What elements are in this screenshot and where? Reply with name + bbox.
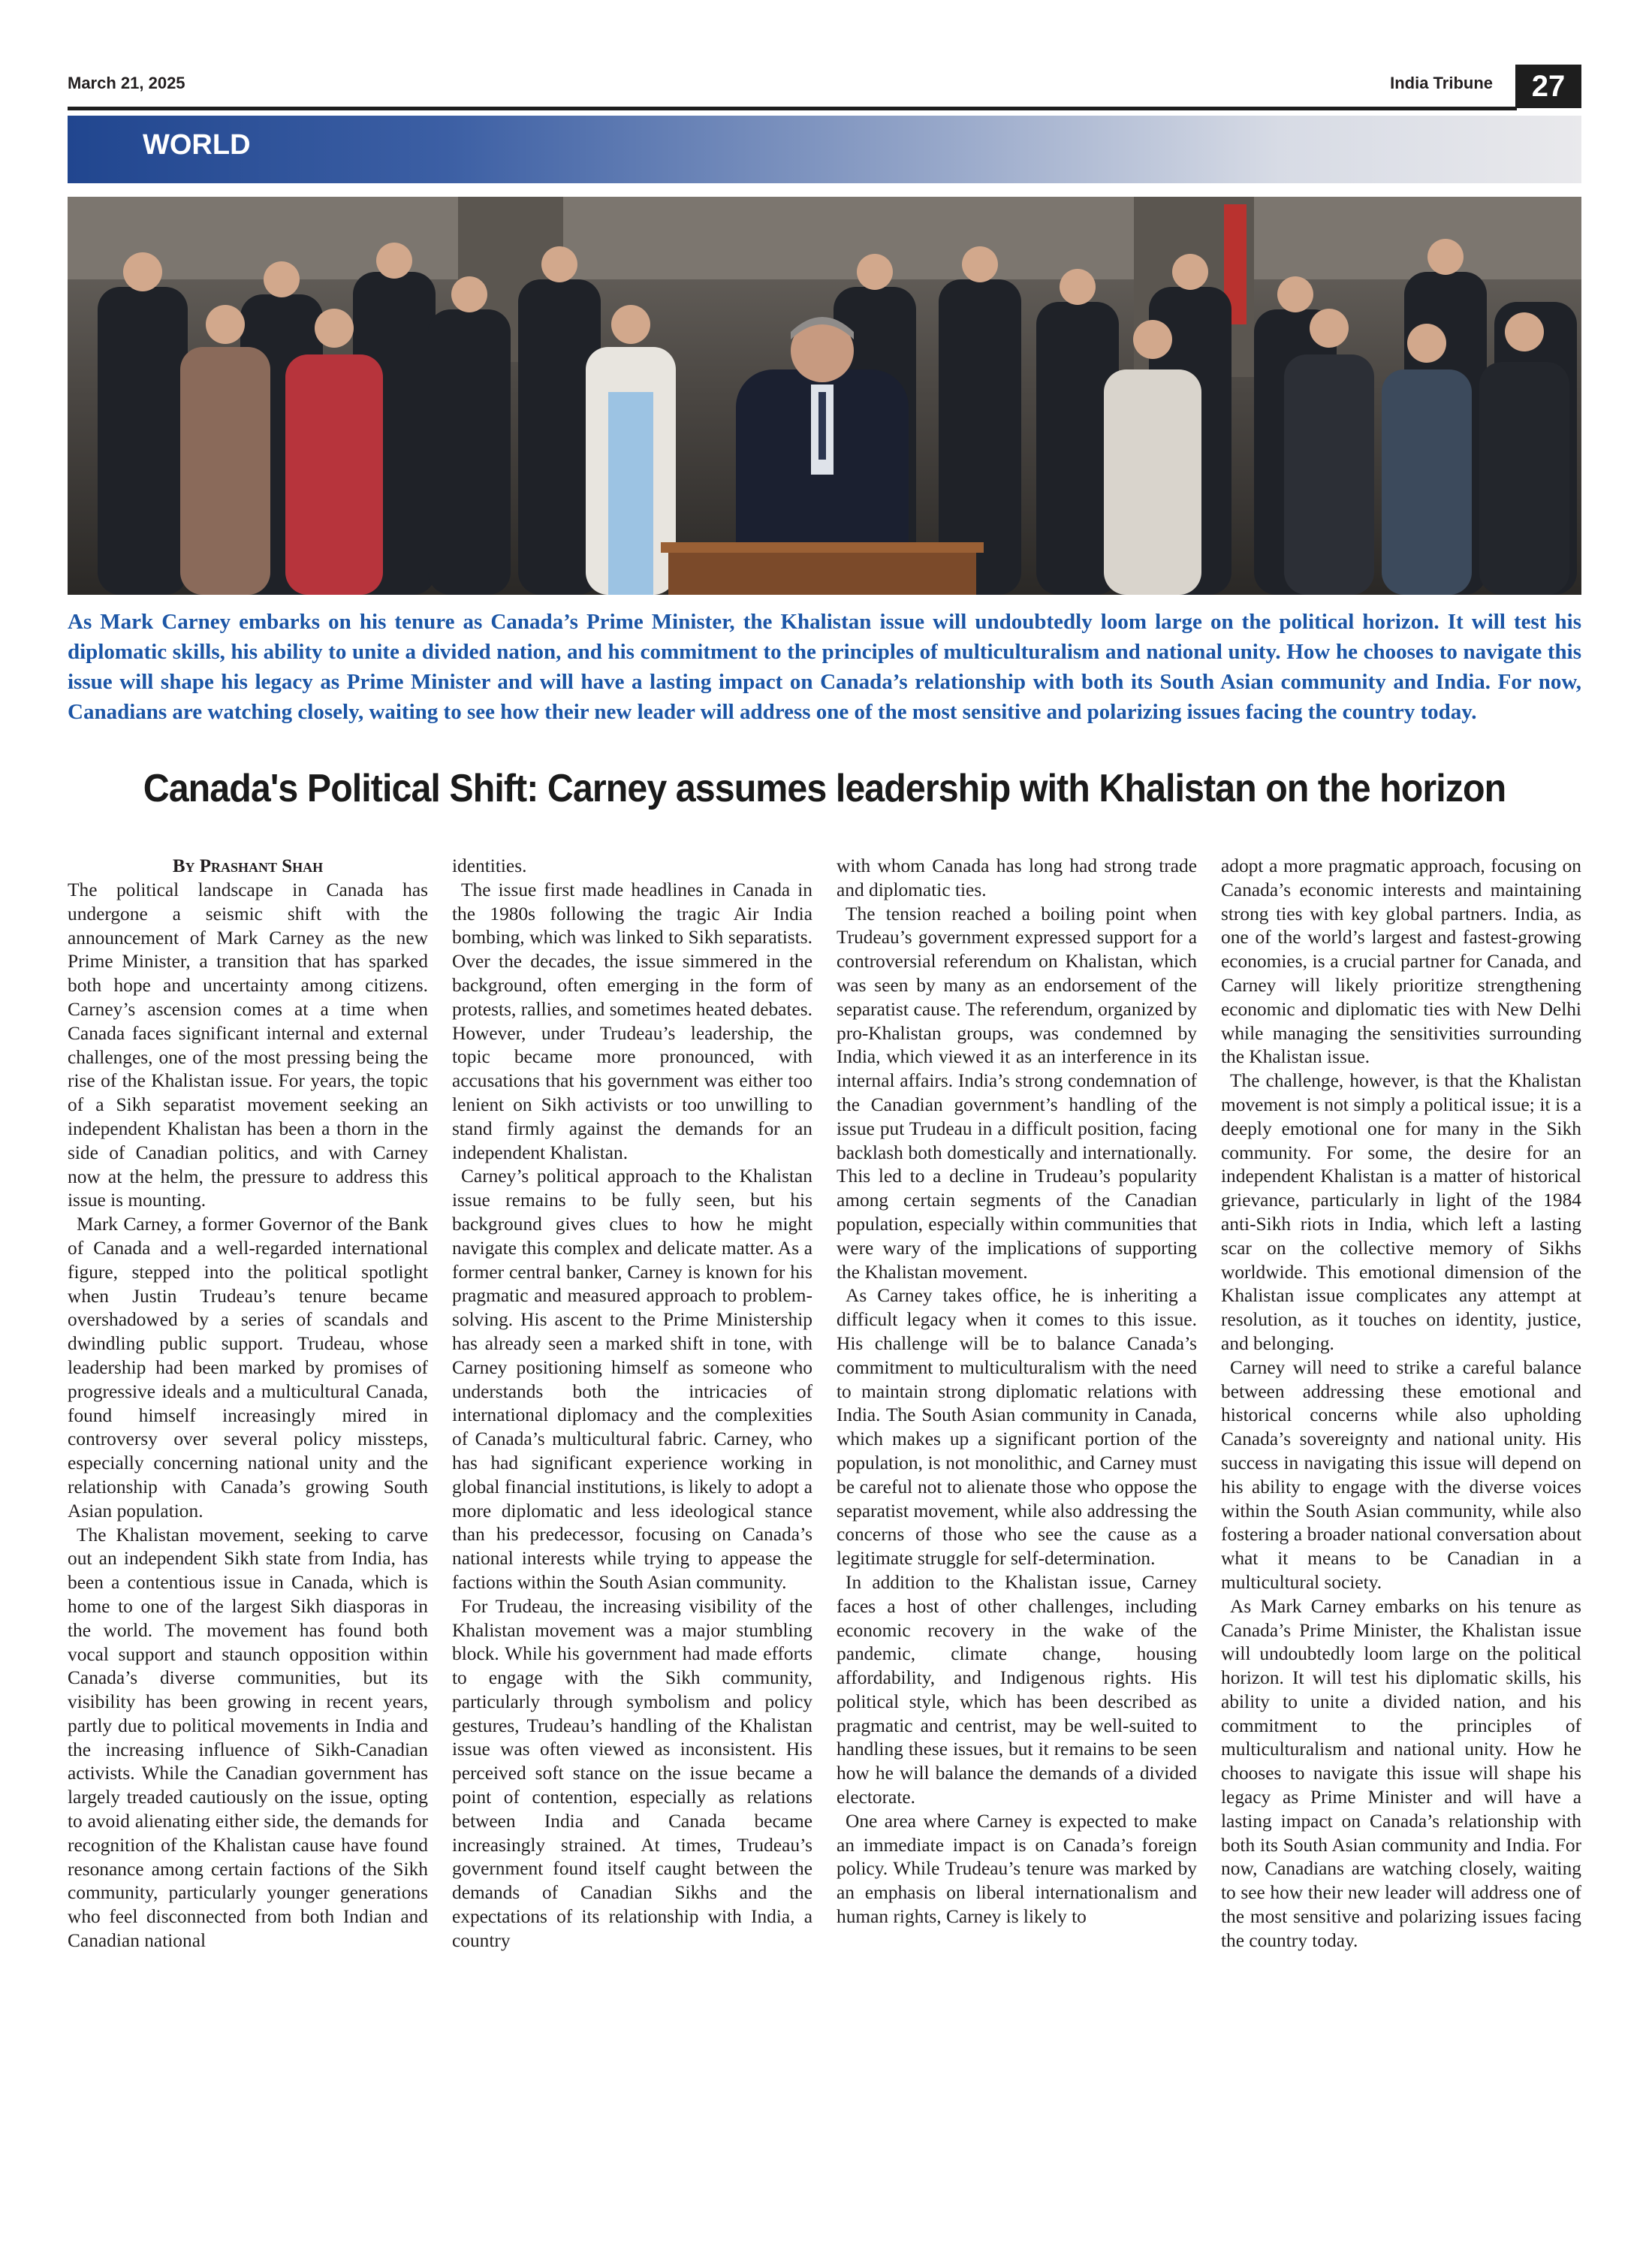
paragraph: with whom Canada has long had strong trade and diplomatic ties. (837, 855, 1197, 900)
header-rule (68, 107, 1517, 110)
article-column-4 (1221, 855, 1581, 1953)
paragraph: As Carney takes office, he is inheriting a difficult legacy when it comes to this issue. His challenge will be to balance Canada’s commitment to multiculturalism with the need to maintain strong diplomatic relations with India. The South Asian community in Canada, which makes up a significant portion of the population, is not monolithic, and Carney must be careful not to alienate those who oppose the separatist movement, while also addressing the concerns of those who see the cause as a legitimate struggle for self-determination. (837, 1285, 1197, 1570)
paragraph: One area where Carney is expected to make an immediate impact is on Canada’s foreign policy. While Trudeau’s tenure was marked by an emphasis on liberal internationalism and human rights, Carney is likely to (837, 1810, 1197, 1928)
paragraph: adopt a more pragmatic approach, focusing on Canada’s economic interests and maintaining strong ties with key global partners. India, as one of the world’s largest and fastest-growing economies, is a crucial partner for Canada, and Carney will likely prioritize strengthening economic and diplomatic ties with New Delhi while managing the sensitivities surrounding the Khalistan issue. (1221, 855, 1581, 1068)
paragraph: The Khalistan movement, seeking to carve out an independent Sikh state from India, has been a contentious issue in Canada, which is home to one of the largest Sikh diasporas in the world. The movement has found both vocal support and staunch opposition within Canada’s diverse communities, but its visibility has been growing in recent years, partly due to political movements in India and the increasing influence of Sikh-Canadian activists. While the Canadian government has largely treaded cautiously on the issue, opting to avoid alienating either side, the demands for recognition of the Khalistan cause have found resonance among certain factions of the Sikh community, particularly younger generations who feel disconnected from both Indian and Canadian national (68, 1524, 428, 1952)
paragraph: The tension reached a boiling point when Trudeau’s government expressed support for a controversial referendum on Khalistan, which was seen by many as an endorsement of the separatist cause. The referendum, organized by pro-Khalistan groups, was condemned by India, which viewed it as an interference in its internal affairs. India’s strong condemnation of the Canadian government’s handling of the issue put Trudeau in a difficult position, facing backlash both domestically and internationally. This led to a decline in Trudeau’s popularity among certain segments of the Canadian population, especially within communities that were wary of the implications of supporting the Khalistan movement. (837, 903, 1197, 1283)
section-label: WORLD (143, 129, 251, 161)
article-body (68, 855, 1581, 2191)
article-headline: Canada's Political Shift: Carney assumes leadership with Khalistan on the horizon (143, 767, 1506, 810)
page-header (68, 69, 1581, 111)
paragraph: Carney’s political approach to the Khalistan issue remains to be fully seen, but his background gives clues to how he might navigate this complex and delicate matter. As a former central banker, Carney is known for his pragmatic and measured approach to problem-solving. His ascent to the Prime Ministership has already seen a marked shift in tone, with Carney positioning himself as someone who understands both the intricacies of international diplomacy and the complexities of Canada’s multicultural fabric. Carney, who has had significant experience working in global financial institutions, is likely to adopt a more diplomatic and less ideological stance than his predecessor, focusing on Canada’s national interests while trying to appease the factions within the South Asian community. (452, 1166, 812, 1593)
article-column-1 (68, 855, 428, 1953)
paragraph: In addition to the Khalistan issue, Carney faces a host of other challenges, including economic recovery in the wake of the pandemic, climate change, housing affordability, and Indigenous rights. His political style, which has been described as pragmatic and centrist, may be well-suited to handling these issues, but it remains to be seen how he will balance the demands of a divided electorate. (837, 1571, 1197, 1808)
paragraph: As Mark Carney embarks on his tenure as Canada’s Prime Minister, the Khalistan issue will undoubtedly loom large on the political horizon. It will test his diplomatic skills, his ability to unite a divided nation, and his commitment to the principles of multiculturalism and national unity. How he chooses to navigate this issue will shape his legacy as Prime Minister and will have a lasting impact on Canada’s relationship with both its South Asian community and India. For now, Canadians are watching closely, waiting to see how their new leader will address one of the most sensitive and polarizing issues facing the country today. (1221, 1595, 1581, 1951)
cabinet-group-photo (68, 197, 1581, 595)
article-column-2 (452, 855, 812, 1953)
article-deck: As Mark Carney embarks on his tenure as Canada’s Prime Minister, the Khalistan issue will undoubtedly loom large on the political horizon. It will test his diplomatic skills, his ability to unite a divided nation, and his commitment to the principles of multiculturalism and national unity. How he chooses to navigate this issue will shape his legacy as Prime Minister and will have a lasting impact on Canada’s relationship with both its South Asian community and India. For now, Canadians are watching closely, waiting to see how their new leader will address one of the most sensitive and polarizing issues facing the country today. (68, 610, 1581, 724)
paragraph: Carney will need to strike a careful balance between addressing these emotional and historical concerns while also upholding Canada’s sovereignty and national unity. His success in navigating this issue will depend on his ability to engage with the diverse voices within the South Asian community, while also fostering a broader national conversation about what it means to be Canadian in a multicultural society. (1221, 1356, 1581, 1593)
article-column-3 (837, 855, 1197, 1929)
paragraph: For Trudeau, the increasing visibility of the Khalistan movement was a major stumbling block. While his government had made efforts to engage with the Sikh community, particularly through symbolism and policy gestures, Trudeau’s handling of the Khalistan issue was often viewed as inconsistent. His perceived soft stance on the issue became a point of contention, especially as relations between India and Canada became increasingly strained. At times, Trudeau’s government found itself caught between the demands of Canadian Sikhs and the expectations of its relationship with India, a country (452, 1595, 812, 1951)
byline: By Prashant Shah (172, 856, 324, 876)
paragraph: The challenge, however, is that the Khalistan movement is not simply a political issue; it is a deeply emotional one for many in the Sikh community. For some, the desire for an independent Khalistan is a matter of historical grievance, particularly in light of the 1984 anti-Sikh riots in India, which left a lasting scar on the collective memory of Sikhs worldwide. This emotional dimension of the Khalistan issue complicates any attempt at resolution, as it touches on identity, justice, and belonging. (1221, 1070, 1581, 1354)
paragraph: Mark Carney, a former Governor of the Bank of Canada and a well-regarded international figure, stepped into the political spotlight when Justin Trudeau’s tenure became overshadowed by a series of scandals and dwindling public support. Trudeau, whose leadership had been marked by promises of progressive ideals and a multicultural Canada, found himself increasingly mired in controversy over several policy missteps, especially concerning national unity and the relationship with Canada’s growing South Asian population. (68, 1214, 428, 1522)
paragraph: The political landscape in Canada has undergone a seismic shift with the announcement of Mark Carney as the new Prime Minister, a transition that has sparked both hope and uncertainty among citizens. Carney’s ascension comes at a time when Canada faces significant internal and external challenges, one of the most pressing being the rise of the Khalistan issue. For years, the topic of a Sikh separatist movement seeking an independent Khalistan has been a thorn in the side of Canadian politics, and with Carney now at the helm, the pressure to address this issue is mounting. (68, 879, 428, 1211)
page-number: 27 (1515, 65, 1581, 108)
publication-name: India Tribune (1390, 74, 1493, 92)
paragraph: The issue first made headlines in Canada in the 1980s following the tragic Air India bombing, which was linked to Sikh separatists. Over the decades, the issue simmered in the background, often emerging in the form of protests, rallies, and sometimes heated debates. However, under Trudeau’s leadership, the topic became more pronounced, with accusations that his government was either too lenient on Sikh activists or too unwilling to stand firmly against the demands for an independent Khalistan. (452, 879, 812, 1163)
issue-date: March 21, 2025 (68, 74, 185, 92)
paragraph: identities. (452, 855, 527, 876)
section-banner (68, 116, 1581, 183)
